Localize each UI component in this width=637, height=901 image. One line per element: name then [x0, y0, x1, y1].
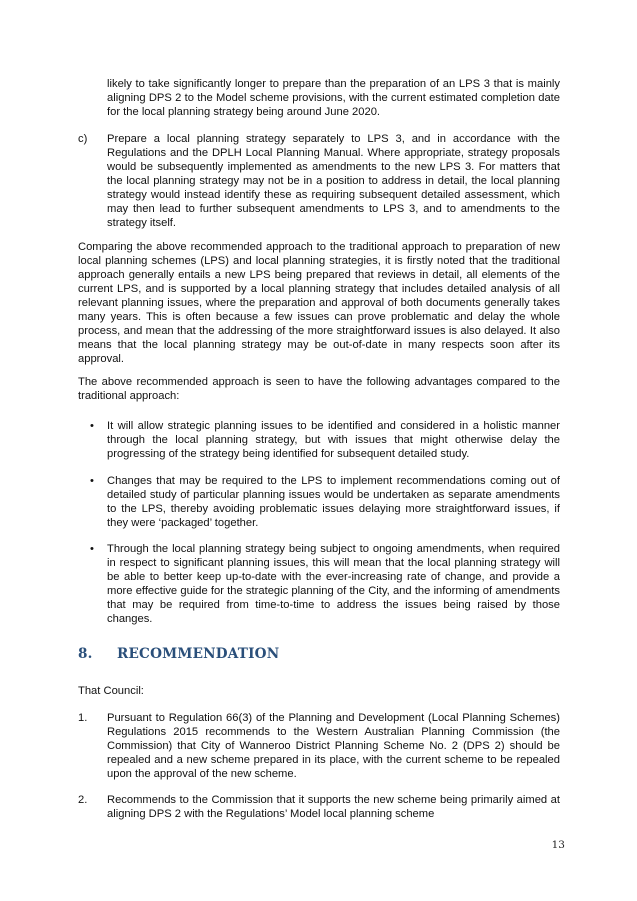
paragraph-comparing — [78, 240, 560, 366]
recommendation-item — [78, 793, 560, 821]
section-heading — [78, 647, 560, 661]
bullet-icon: • — [90, 420, 94, 432]
paragraph-text: Comparing the above recommended approach to the traditional approach to preparation of new local planning schemes (LPS) and local planning strategies, it is firstly noted that the traditional approach generally entails a new LPS being prepared that reviews in detail, all elements of the current LPS, and is supported by a local planning strategy that includes detailed analysis of all relevant planning issues, where the preparation and approval of both documents generally takes many years. This is often because a few issues can prove problematic and delay the whole process, and mean that the addressing of the more straightforward issues is also delayed. It also means that the local planning strategy may be out-of-date in many respects soon after its approval. — [78, 241, 560, 365]
continuation-text: likely to take significantly longer to prepare than the preparation of an LPS 3 that is mainly aligning DPS 2 to the Model scheme provisions, with the current estimated completion date for the local planning strategy being around June 2020. — [107, 78, 560, 118]
bullet-text: Through the local planning strategy being subject to ongoing amendments, when required in respect to significant planning issues, this will mean that the local planning strategy will be able to better keep up-to-date with the ever-increasing rate of change, and provide a more effective guide for the strategic planning of the City, and the informing of amendments that may be required from time-to-time to address the issues being raised by those changes. — [107, 543, 560, 625]
list-item-text: Prepare a local planning strategy separately to LPS 3, and in accordance with the Regulations and the DPLH Local Planning Manual. Where appropriate, strategy proposals would be subsequently implemented as amendments to the new LPS 3. For matters that the local planning strategy may not be in a position to address in detail, the local planning strategy would instead identify these as requiring subsequent detailed assessment, which may then lead to further subsequent amendments to LPS 3, and to amendments to the strategy itself. — [107, 133, 560, 229]
section-title: RECOMMENDATION — [117, 646, 280, 662]
bullet-item — [78, 419, 560, 461]
that-council-label: That Council: — [78, 685, 144, 697]
bullet-text: Changes that may be required to the LPS to implement recommendations coming out of detailed study of particular planning issues would be undertaken as separate amendments to the LPS, thereby avoiding problematic issues delaying more straightforward issues, if they were ‘packaged’ together. — [107, 475, 560, 529]
continuation-paragraph — [107, 77, 560, 119]
bullet-text: It will allow strategic planning issues to be identified and considered in a holistic manner through the local planning strategy, but with issues that might otherwise delay the progressing of the strategy being identified for subsequent detailed study. — [107, 420, 560, 460]
list-item-c — [78, 132, 560, 230]
recommendation-label: 1. — [78, 712, 88, 724]
bullet-icon: • — [90, 475, 94, 487]
paragraph-advantages — [78, 375, 560, 403]
bullet-icon: • — [90, 543, 94, 555]
section-number: 8. — [78, 646, 93, 662]
recommendation-label: 2. — [78, 794, 88, 806]
list-item-label: c) — [78, 133, 88, 145]
recommendation-item — [78, 711, 560, 781]
page-number: 13 — [551, 839, 565, 851]
bullet-item — [78, 474, 560, 530]
paragraph-text: The above recommended approach is seen to have the following advantages compared to the traditional approach: — [78, 376, 560, 402]
recommendation-text: Pursuant to Regulation 66(3) of the Planning and Development (Local Planning Schemes) Regulations 2015 recommends to the Western Australian Planning Commission (the Commission) that City of Wanneroo District Planning Scheme No. 2 (DPS 2) should be repealed and a new scheme prepared in its place, with the current scheme to be repealed upon the approval of the new scheme. — [107, 712, 560, 780]
bullet-item — [78, 542, 560, 626]
recommendation-text: Recommends to the Commission that it supports the new scheme being primarily aimed at aligning DPS 2 with the Regulations’ Model local planning scheme — [107, 794, 560, 820]
